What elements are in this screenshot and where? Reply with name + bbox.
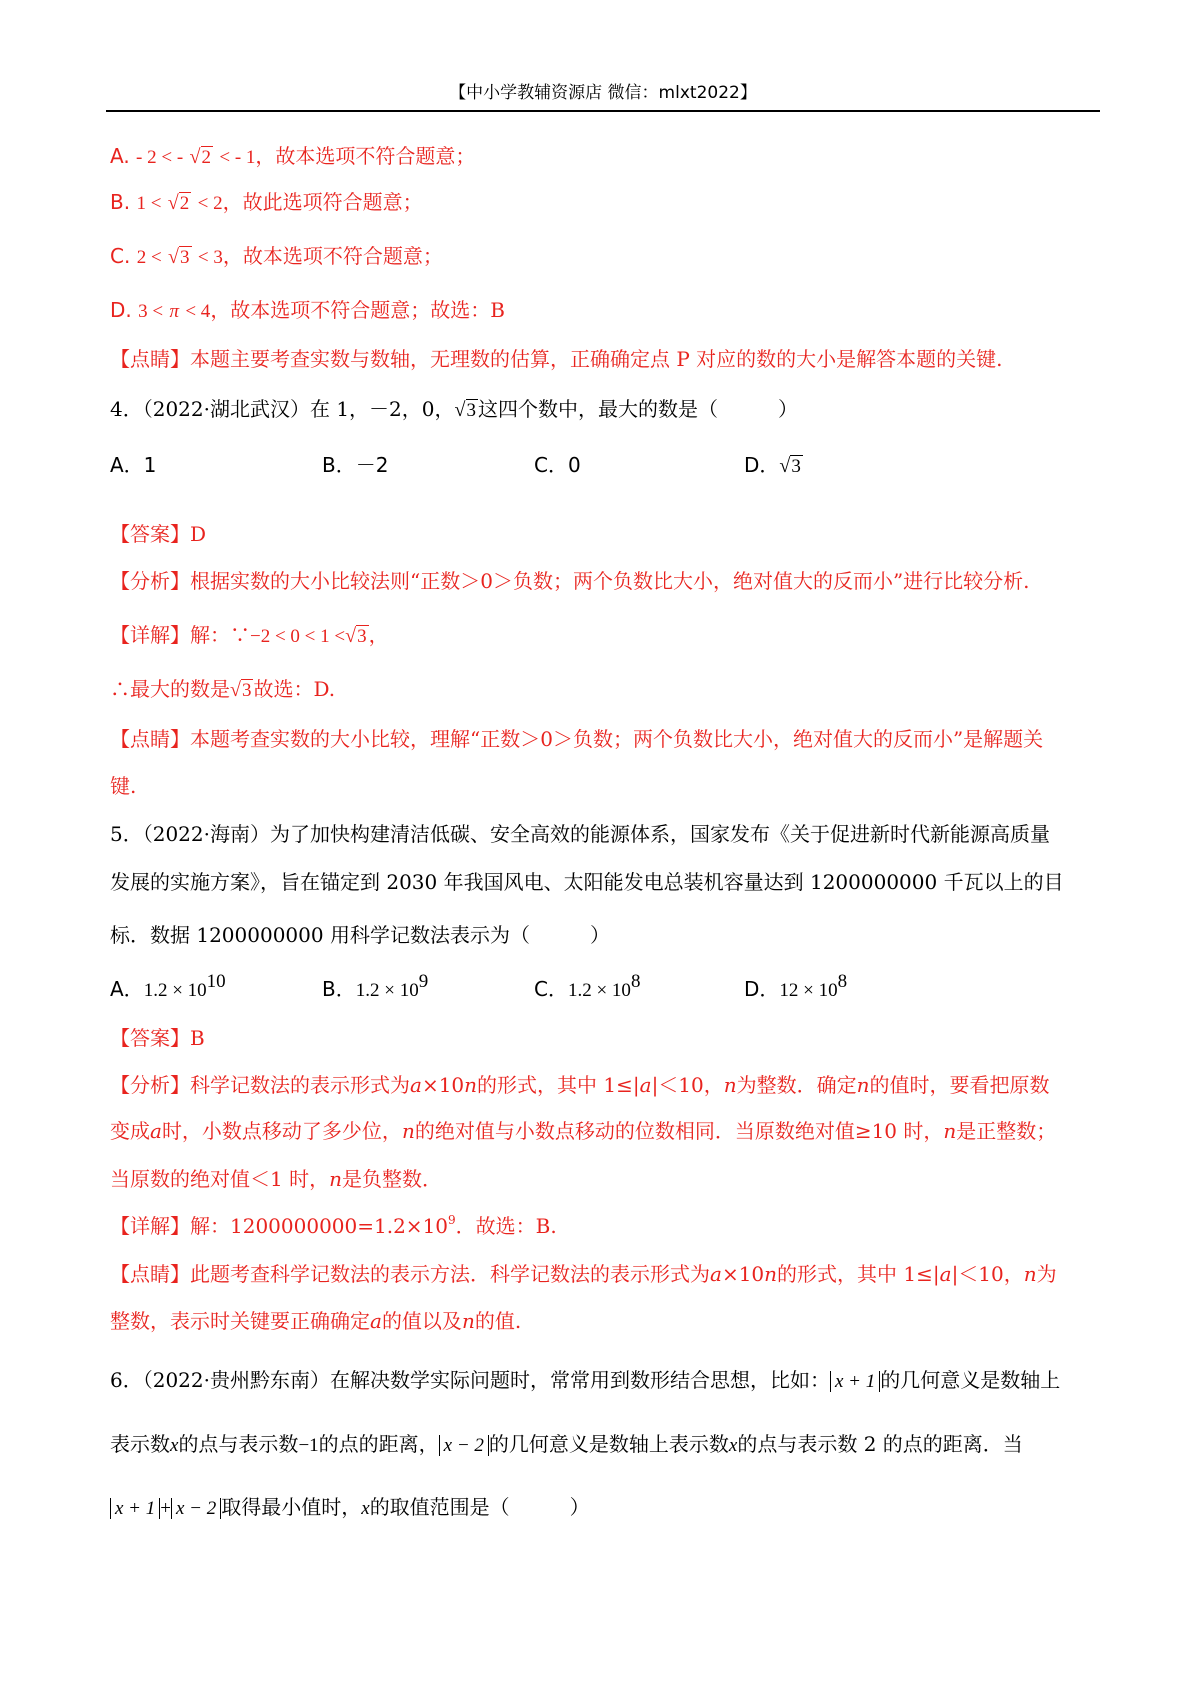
q4-detail — [110, 621, 389, 651]
exponent: 9 — [448, 1213, 456, 1227]
option-label: A． — [110, 977, 144, 1001]
exponent: 10 — [206, 971, 226, 992]
var-a: a — [370, 1309, 382, 1333]
times-ten: ×10 — [421, 1073, 465, 1097]
q4-option-b[interactable]: B．－2 — [322, 453, 389, 477]
var-n: n — [461, 1309, 475, 1333]
abs-expr: x + 1 — [830, 1371, 880, 1392]
math-expr: 1.2 × 10 — [143, 980, 207, 1001]
math-expr: 1.2 × 10 — [355, 980, 419, 1001]
sqrt-arg: 3 — [180, 247, 190, 268]
var-a: a — [410, 1073, 422, 1097]
analysis-text: 时，小数点移动了多少位， — [161, 1119, 402, 1143]
option-label: D． — [744, 453, 780, 477]
var-n: n — [723, 1073, 737, 1097]
q5-stem-line2: 发展的实施方案》，旨在锚定到 2030 年我国风电、太阳能发电总装机容量达到 1200000000 千瓦以上的目 — [110, 870, 1064, 894]
option-label: D． — [744, 977, 780, 1001]
analysis-text: 的绝对值与小数点移动的位数相同．当原数绝对值≥10 时， — [414, 1119, 944, 1143]
page-header: 【中小学教辅资源店 微信：mlxt2022】 — [106, 78, 1100, 112]
stem-text: 4．（2022·湖北武汉）在 1，－2，0， — [110, 397, 455, 421]
solution-text: ，故本选项不符合题意；故选：B — [210, 298, 506, 322]
q5-option-a[interactable] — [110, 971, 226, 1005]
var-a: a — [710, 1262, 722, 1286]
conclusion-text: 故选：D. — [253, 677, 336, 701]
q4-option-d[interactable] — [744, 451, 803, 481]
exponent: 9 — [418, 971, 429, 992]
note-text: |＜10， — [951, 1262, 1024, 1286]
var-n: n — [464, 1073, 478, 1097]
math-expr: < 4 — [185, 301, 211, 322]
q6-stem-line2 — [110, 1430, 1023, 1460]
q4-options — [110, 451, 1010, 481]
math-expr: 2 < — [136, 247, 162, 268]
var-n: n — [329, 1167, 342, 1191]
q5-options — [110, 971, 1010, 1005]
stem-text: 表示数 — [110, 1432, 170, 1456]
q5-option-c[interactable] — [534, 971, 641, 1005]
exponent: 8 — [837, 971, 848, 992]
detail-text: ．故选：B. — [455, 1214, 557, 1238]
var-n: n — [764, 1262, 778, 1286]
option-label: C. — [110, 244, 131, 268]
analysis-text: |＜10， — [651, 1073, 724, 1097]
math-expr: < - 1 — [219, 147, 256, 168]
sqrt-expr: √3 — [168, 246, 190, 268]
q5-detail — [110, 1212, 557, 1240]
times-ten: ×10 — [721, 1262, 765, 1286]
math-expr: 3 < — [138, 301, 164, 322]
sqrt-expr: √2 — [167, 192, 190, 214]
stem-text: 的几何意义是数轴上 — [880, 1368, 1061, 1392]
note-text: 的值以及 — [381, 1309, 462, 1333]
math-expr: < 3 — [197, 247, 223, 268]
note-text: 整数，表示时关键要正确确定 — [110, 1309, 370, 1333]
var-x: x — [170, 1435, 179, 1456]
analysis-text: 是负整数． — [341, 1167, 442, 1191]
var-n: n — [401, 1119, 415, 1143]
solution-text: ，故本选项不符合题意； — [255, 144, 476, 168]
note-text: 为 — [1036, 1262, 1057, 1286]
plus-sign: + — [160, 1498, 171, 1519]
note-text: 的形式，其中 1≤| — [777, 1262, 940, 1286]
abs-expr: x + 1 — [110, 1498, 160, 1519]
math-expr: 1.2 × 10 — [567, 980, 631, 1001]
option-label: A. — [110, 144, 130, 168]
abs-expr: x − 2 — [439, 1435, 489, 1456]
detail-text: 【详解】解：∵ — [110, 623, 250, 647]
q5-option-d[interactable] — [744, 971, 848, 1005]
var-x: x — [728, 1435, 738, 1456]
sqrt-expr: √3 — [454, 399, 476, 421]
sqrt-expr: √3 — [345, 625, 367, 647]
stem-text: 的点与表示数 2 的点的距离．当 — [737, 1432, 1023, 1456]
q5-note-line1 — [110, 1260, 1057, 1288]
sqrt-arg: 3 — [466, 400, 476, 421]
stem-text: 的取值范围是（ ） — [369, 1495, 590, 1519]
q4-note-line2: 键. — [110, 774, 137, 798]
solution-option-a — [110, 142, 475, 172]
math-expr: −1 — [298, 1435, 319, 1456]
option-label: B. — [110, 190, 131, 214]
var-a: a — [150, 1119, 162, 1143]
q5-analysis-line3 — [110, 1165, 442, 1193]
sqrt-arg: 2 — [179, 193, 190, 214]
solution-text: ，故本选项不符合题意； — [222, 244, 443, 268]
analysis-text: 是正整数； — [956, 1119, 1057, 1143]
var-x: x — [361, 1498, 370, 1519]
var-a: a — [639, 1073, 652, 1097]
q4-stem — [110, 395, 798, 425]
var-n: n — [1023, 1262, 1037, 1286]
sqrt-expr: √2 — [189, 146, 212, 168]
sqrt-expr: √3 — [230, 679, 252, 701]
math-expr: - 2 < - — [136, 147, 184, 168]
q5-note-line2 — [110, 1307, 521, 1335]
stem-text: 6．（2022·贵州黔东南）在解决数学实际问题时，常常用到数形结合思想，比如： — [110, 1368, 830, 1392]
analysis-text: 当原数的绝对值＜1 时， — [110, 1167, 330, 1191]
var-a: a — [939, 1262, 952, 1286]
stem-text: 的点与表示数 — [178, 1432, 299, 1456]
option-label: C． — [534, 977, 568, 1001]
sqrt-arg: 3 — [241, 680, 252, 701]
solution-option-b — [110, 188, 423, 218]
sqrt-expr: √3 — [779, 455, 801, 477]
note-text: 的值. — [474, 1309, 522, 1333]
option-label: D. — [110, 298, 132, 322]
analysis-text: 为整数．确定 — [736, 1073, 857, 1097]
q4-note-line1: 【点睛】本题考查实数的大小比较，理解“正数＞0＞负数；两个负数比大小，绝对值大的反而小”是解题关 — [110, 727, 1044, 751]
analysis-text: 的形式，其中 1≤| — [477, 1073, 640, 1097]
option-label: B． — [322, 977, 356, 1001]
analysis-text: 变成 — [110, 1119, 150, 1143]
detail-text: ， — [368, 623, 389, 647]
q4-option-a[interactable]: A．1 — [110, 453, 157, 477]
prev-note: 【点睛】本题主要考查实数与数轴，无理数的估算，正确确定点 P 对应的数的大小是解答本题的关键. — [110, 347, 1003, 371]
solution-option-d — [110, 296, 505, 326]
solution-text: ，故此选项符合题意； — [222, 190, 423, 214]
solution-option-c — [110, 242, 443, 272]
q5-analysis-line2 — [110, 1117, 1056, 1145]
math-expr: 1 < — [136, 193, 162, 214]
math-expr: −2 < 0 < 1 < — [250, 626, 346, 647]
sqrt-arg: 3 — [357, 626, 367, 647]
q6-stem-line3 — [110, 1493, 590, 1523]
q5-answer: 【答案】B — [110, 1026, 205, 1050]
q4-analysis: 【分析】根据实数的大小比较法则“正数＞0＞负数；两个负数比大小，绝对值大的反而小”进行比较分析. — [110, 569, 1030, 593]
pi-symbol: π — [169, 301, 179, 322]
sqrt-arg: 3 — [791, 456, 801, 477]
stem-text: 的几何意义是数轴上表示数 — [488, 1432, 729, 1456]
detail-text: 【详解】解：1200000000=1.2×10 — [110, 1214, 449, 1238]
q6-stem-line1 — [110, 1366, 1060, 1396]
q4-option-c[interactable]: C．0 — [534, 453, 581, 477]
abs-expr: x − 2 — [171, 1498, 221, 1519]
sqrt-arg: 2 — [201, 147, 212, 168]
var-n: n — [856, 1073, 870, 1097]
stem-text: 取得最小值时， — [221, 1495, 362, 1519]
q4-answer: 【答案】D — [110, 522, 207, 546]
q5-option-b[interactable] — [322, 971, 429, 1005]
stem-text: 这四个数中，最大的数是（ ） — [478, 397, 798, 421]
stem-text: 的点的距离， — [318, 1432, 439, 1456]
q5-analysis-line1 — [110, 1071, 1050, 1099]
math-expr: < 2 — [197, 193, 223, 214]
var-n: n — [943, 1119, 957, 1143]
conclusion-text: ∴最大的数是 — [110, 677, 230, 701]
q4-conclusion — [110, 675, 335, 705]
exponent: 8 — [630, 971, 641, 992]
analysis-text: 【分析】科学记数法的表示形式为 — [110, 1073, 410, 1097]
q5-stem-line1: 5．（2022·海南）为了加快构建清洁低碳、安全高效的能源体系，国家发布《关于促进新时代新能源高质量 — [110, 822, 1050, 846]
q5-stem-line3: 标．数据 1200000000 用科学记数法表示为（ ） — [110, 923, 610, 947]
math-expr: 12 × 10 — [779, 980, 838, 1001]
note-text: 【点睛】此题考查科学记数法的表示方法．科学记数法的表示形式为 — [110, 1262, 710, 1286]
analysis-text: 的值时，要看把原数 — [869, 1073, 1050, 1097]
